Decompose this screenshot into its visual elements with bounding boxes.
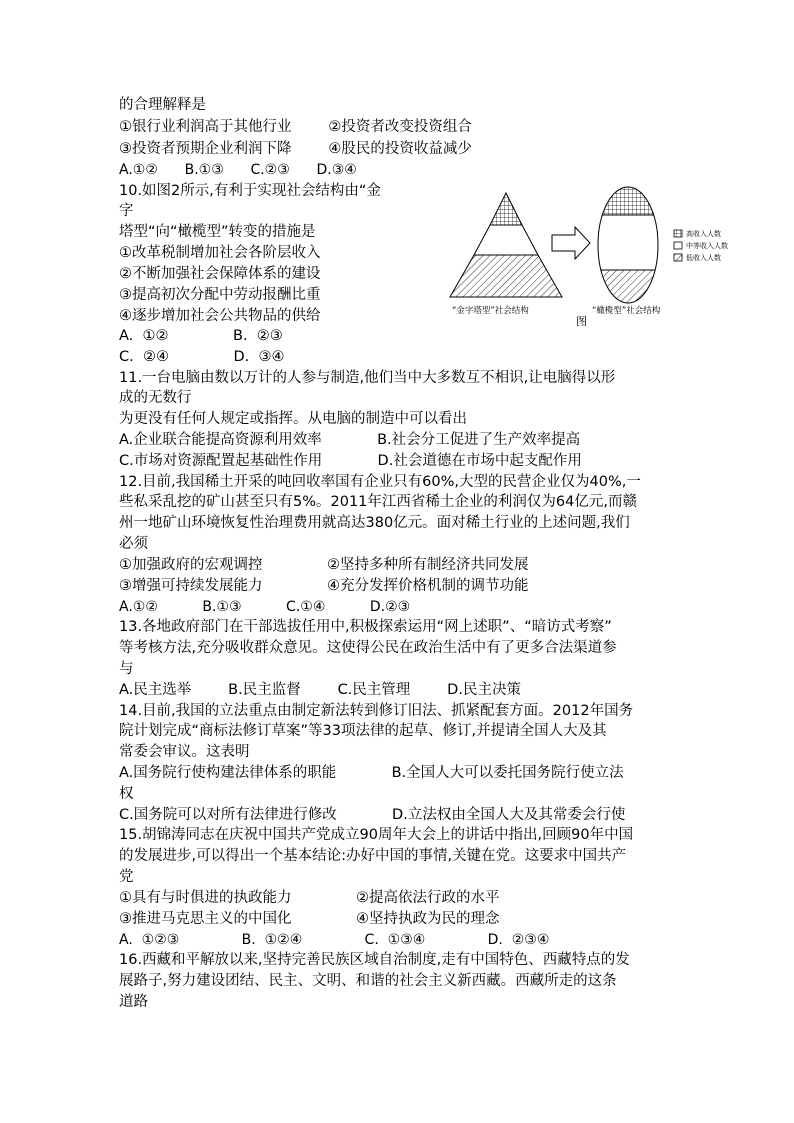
text-line: 13.各地政府部门在干部选拔任用中,积极探索运用“网上述职”、“暗访式考察”: [119, 619, 612, 635]
text-line: C. ②④ D. ③④: [119, 349, 285, 365]
text-line: ③增强可持续发展能力 ④充分发挥价格机制的调节功能: [119, 578, 529, 594]
text-line: 院计划完成“商标法修订草案”等33项法律的起草、修订,并提请全国人大及其: [119, 723, 607, 739]
text-line: C.国务院可以对所有法律进行修改 D.立法权由全国人大及其常委会行使: [119, 807, 626, 823]
legend-swatch-middle: [674, 242, 682, 249]
text-line: 道路: [119, 994, 148, 1010]
text-line: ①改革税制增加社会各阶层收入: [119, 245, 321, 261]
text-line: A.①② B.①③ C.①④ D.②③: [119, 599, 411, 615]
text-line: A.企业联合能提高资源利用效率 B.社会分工促进了生产效率提高: [119, 432, 581, 448]
legend-swatch-high: [674, 230, 682, 237]
text-line: 展路子,努力建设团结、民主、文明、和谐的社会主义新西藏。西藏所走的这条: [119, 973, 617, 989]
text-line: 10.如图2所示,有利于实现社会结构由“金: [119, 183, 381, 199]
text-line: 14.目前,我国的立法重点由制定新法转到修订旧法、抓紧配套方面。2012年国务: [119, 703, 634, 719]
text-line: 党: [119, 869, 134, 885]
legend-label-middle: 中等收入人数: [686, 242, 728, 250]
text-line: 成的无数行: [119, 390, 192, 406]
caption-olive: “橄榄型”社会结构: [592, 306, 661, 316]
legend-label-high: 高收入人数: [686, 230, 721, 238]
text-line: A.①② B.①③ C.②③ D.③④: [119, 162, 357, 178]
text-line: ①银行业利润高于其他行业 ②投资者改变投资组合: [119, 119, 472, 135]
arrow-right-icon: [552, 227, 590, 259]
text-line: 16.西藏和平解放以来,坚持完善民族区域自治制度,走有中国特色、西藏特点的发: [119, 952, 630, 968]
text-line: 与: [119, 661, 134, 677]
legend-label-low: 低收入人数: [686, 254, 721, 262]
olive-shape: [598, 185, 658, 305]
text-line: 州一地矿山环境恢复性治理费用就高达380亿元。面对稀土行业的上述问题,我们: [119, 515, 630, 531]
text-line: 些私采乱挖的矿山甚至只有5%。2011年江西省稀土企业的利润仅为64亿元,而赣: [119, 494, 637, 510]
text-line: 塔型“向“橄榄型”转变的措施是: [119, 224, 316, 240]
text-line: ③提高初次分配中劳动报酬比重: [119, 287, 321, 303]
text-line: 权: [119, 786, 134, 802]
text-line: A. ①②③ B. ①②④ C. ①③④ D. ②③④: [119, 932, 550, 948]
text-line: ①具有与时俱进的执政能力 ②提高依法行政的水平: [119, 890, 500, 906]
pyramid-shape: [450, 193, 562, 297]
text-line: C.市场对资源配置起基础性作用 D.社会道德在市场中起支配作用: [119, 453, 582, 469]
text-line: 等考核方法,充分吸收群众意见。这使得公民在政治生活中有了更多合法渠道参: [119, 640, 617, 656]
text-line: 为更没有任何人规定或指挥。从电脑的制造中可以看出: [119, 411, 467, 427]
caption-pyramid: “金字塔型”社会结构: [452, 306, 529, 316]
text-line: 11.一台电脑由数以万计的人参与制造,他们当中大多数互不相识,让电脑得以形: [119, 370, 616, 386]
text-line: A.民主选举 B.民主监督 C.民主管理 D.民主决策: [119, 682, 521, 698]
text-line: 12.目前,我国稀土开采的吨回收率国有企业只有60%,大型的民营企业仅为40%,一: [119, 474, 641, 490]
legend-swatch-low: [674, 254, 682, 261]
text-line: 15.胡锦涛同志在庆祝中国共产党成立90周年大会上的讲话中指出,回顾90年中国: [119, 827, 634, 843]
text-line: 的合理解释是: [119, 97, 206, 113]
figure-label: 图: [576, 315, 587, 328]
text-line: ④逐步增加社会公共物品的供给: [119, 308, 321, 324]
text-line: 必须: [119, 536, 148, 552]
text-line: 常委会审议。这表明: [119, 744, 250, 760]
text-line: 字: [119, 203, 134, 219]
text-line: ②不断加强社会保障体系的建设: [119, 266, 321, 282]
text-line: A.国务院行使构建法律体系的职能 B.全国人大可以委托国务院行使立法: [119, 765, 624, 781]
text-line: ③推进马克思主义的中国化 ④坚持执政为民的理念: [119, 911, 500, 927]
text-line: A. ①② B. ②③: [119, 328, 283, 344]
text-line: 的发展进步,可以得出一个基本结论:办好中国的事情,关键在党。这要求中国共产: [119, 848, 627, 864]
text-line: ①加强政府的宏观调控 ②坚持多种所有制经济共同发展: [119, 557, 529, 573]
text-line: ③投资者预期企业利润下降 ④股民的投资收益减少: [119, 141, 472, 157]
social-structure-figure: [440, 185, 760, 335]
